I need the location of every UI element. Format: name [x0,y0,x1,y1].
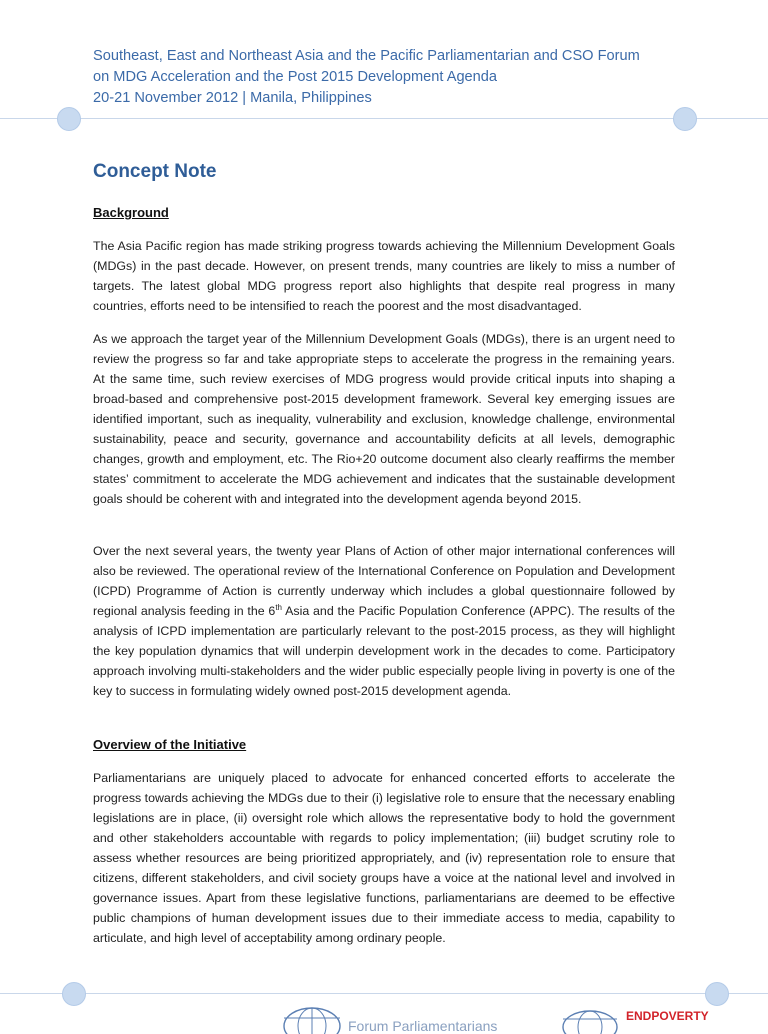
forum-logo [282,1004,532,1034]
paragraph-1: The Asia Pacific region has made striking progress towards achieving the Millennium Development Goals (MDGs) in the past decade. However, on present trends, many countries are likely to miss a number of targets. The latest global MDG progress report also highlights that despite real progress in many countries, efforts need to be intensified to reach the poorest and the most disadvantaged. [93,239,675,313]
footer-divider [0,993,768,994]
event-header [93,46,713,109]
header-dot-right [673,107,697,131]
header-divider [0,118,768,119]
endpoverty-logo [560,1007,760,1024]
footer-dot-left [62,982,86,1006]
event-title-line-1: Southeast, East and Northeast Asia and the Pacific Parliamentarian and CSO Forum [93,48,640,64]
paragraph-4: Parliamentarians are uniquely placed to advocate for enhanced concerted efforts to accelerate the progress towards achieving the MDGs due to their (i) legislative role to ensure that the necessary enabling legislations are in place, (ii) oversight role which allows the representative body to hold the government and other stakeholders accountable with regards to policy implementation; (iii) budget scrutiny role to assess whether resources are being prioritized appropriately, and (iv) representation role to ensure that citizens, different stakeholders, and civil society groups have a voice at the national level and involved in governance issues. Apart from these legislative functions, parliamentarians are deemed to be effective public champions of human development issues due to their immediate access to media, capability to articulate, and high level of acceptability among ordinary people. [93,771,675,945]
paragraph-3 [93,541,675,701]
header-dot-left [57,107,81,131]
document-title: Concept Note [93,161,217,182]
section-heading-background: Background [93,205,169,220]
paragraph-3-part-2: Asia and the Pacific Population Conference (APPC). The results of the analysis of ICPD implementation are particularly relevant to the post-2015 process, as they will highlight the key population dynamics that will underpin development work in the decades to come. Participatory approach involving multi-stakeholders and the wider public especially people living in poverty is one of the key to success in formulating widely owned post-2015 development agenda. [93,604,675,698]
footer-dot-right [705,982,729,1006]
paragraph-2: As we approach the target year of the Millennium Development Goals (MDGs), there is an urgent need to review the progress so far and take appropriate steps to accelerate the progress in the remaining years. At the same time, such review exercises of MDG progress would provide critical inputs into shaping a broad-based and comprehensive post-2015 development framework. Several key emerging issues are identified important, such as inequality, vulnerability and exclusion, knowledge challenge, environmental sustainability, peace and security, governance and accountability deficits at all levels, demographic changes, growth and employment, etc. The Rio+20 outcome document also clearly reaffirms the member states’ commitment to accelerate the MDG achievement and indicates that the sustainable development goals should be coherent with and integrated into the development agenda beyond 2015. [93,332,675,506]
event-title-line-2: on MDG Acceleration and the Post 2015 Development Agenda [93,69,498,85]
paragraph-3-part-1: Over the next several years, the twenty year Plans of Action of other major international conferences will also be reviewed. The operational review of the International Conference on Population and Development (ICPD) Programme of Action is currently underway which includes a global questionnaire followed by regional analysis feeding in the 6 [93,544,675,618]
globe-icon [282,1004,342,1034]
un-globe-icon [560,1007,620,1031]
event-date-location: 20-21 November 2012 | Manila, Philippines [93,90,372,106]
paragraph-3-superscript: th [275,602,282,612]
section-heading-overview: Overview of the Initiative [93,737,247,752]
endpoverty-logo-text: ENDPOVERTY [626,1009,709,1023]
forum-logo-text: Forum Parliamentarians [348,1018,498,1034]
